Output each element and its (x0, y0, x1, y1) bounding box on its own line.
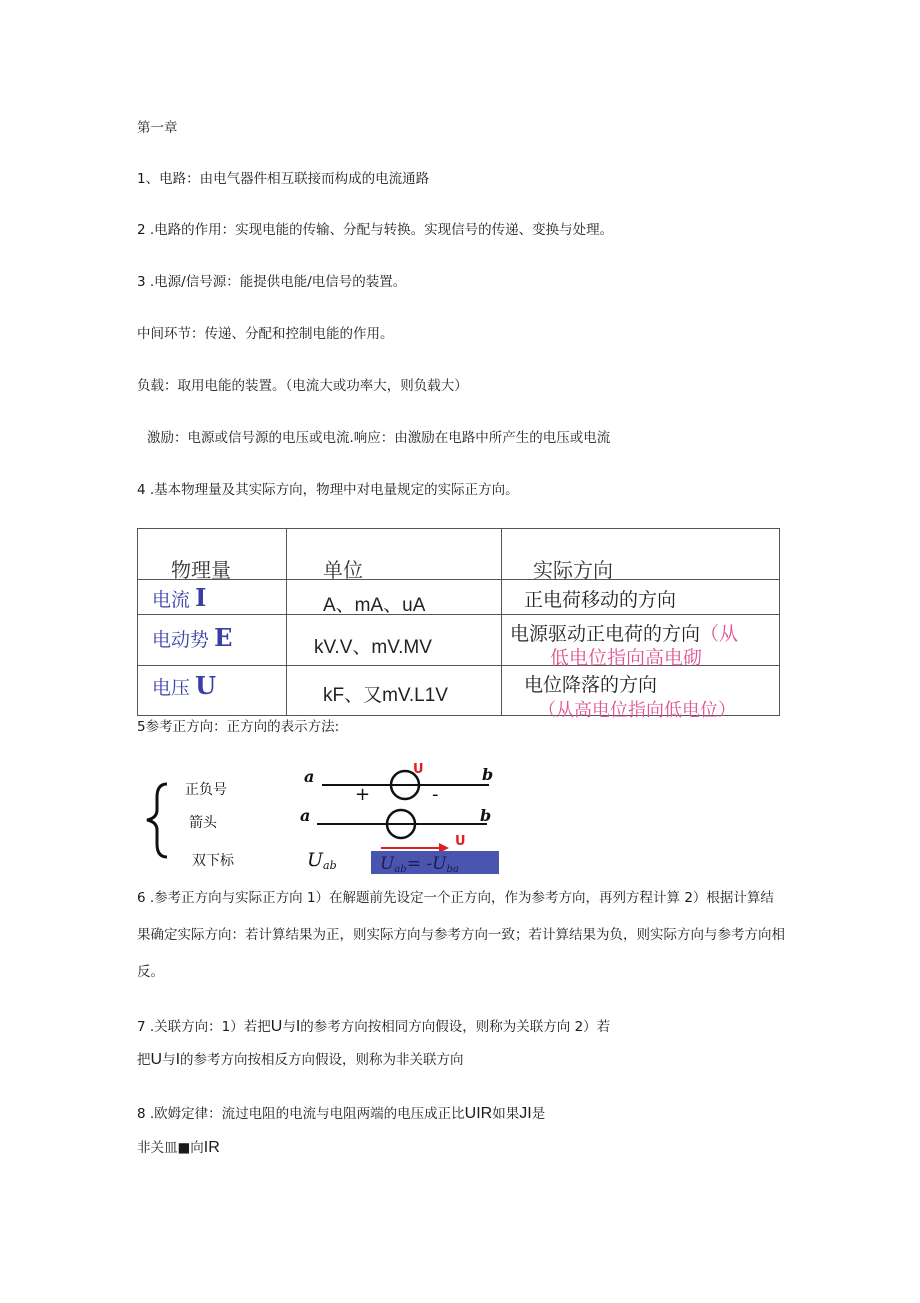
header-direction: 实际方向 (533, 558, 613, 582)
header-quantity: 物理量 (171, 558, 231, 582)
table-row (152, 671, 216, 700)
item-excitation: 激励：电源或信号源的电压或电流.响应：由激励在电路中所产生的电压或电流 (147, 430, 611, 446)
item-8-ohms-law-line2: 非关皿■向IR (137, 1139, 220, 1156)
equation-uab-uba: Uab= -Uba (380, 854, 459, 874)
item-2-function: 2 .电路的作用：实现电能的传输、分配与转换。实现信号的传递、变换与处理。 (137, 222, 614, 238)
row-unit: kF、又mV.L1V (323, 685, 448, 706)
item-7-associated-direction-line1: 7 .关联方向：1）若把U与I的参考方向按相同方向假设，则称为关联方向 2）若 (137, 1018, 611, 1035)
label-sign: 正负号 (185, 782, 227, 798)
table-row (152, 583, 206, 612)
node-a: a (300, 806, 311, 825)
row-direction-text: 电源驱动正电荷的方向 (510, 623, 701, 645)
row-direction: 正电荷移动的方向 (524, 589, 677, 611)
item-8-ohms-law-line1: 8 .欧姆定律：流过电阻的电流与电阻两端的电压成正比UIR如果JI是 (137, 1105, 546, 1122)
row-name: 电流 (152, 589, 191, 611)
label-arrow: 箭头 (189, 815, 217, 831)
node-b: b (480, 806, 492, 825)
plus-sign: + (355, 784, 371, 805)
item-5-reference-direction: 5参考正方向：正方向的表示方法: (137, 719, 340, 735)
item-load: 负载：取用电能的装置。（电流大或功率大，则负载大） (137, 378, 468, 394)
row-unit: A、mA、uA (323, 595, 426, 616)
row-direction (510, 619, 738, 646)
label-u-red: U (413, 762, 424, 777)
row-name: 电压 (152, 677, 191, 699)
item-7-associated-direction-line2: 把U与I的参考方向按相反方向假设，则称为非关联方向 (137, 1051, 464, 1068)
quantities-table (137, 528, 780, 721)
header-unit: 单位 (323, 558, 363, 582)
chapter-title: 第一章 (137, 120, 178, 136)
row-symbol: E (214, 623, 233, 652)
reference-direction-diagram (137, 762, 502, 874)
item-6-reference-vs-actual: 6 .参考正方向与实际正方向 1）在解题前先设定一个正方向，作为参考方向，再列方程计算 2）根据计算结果确定实际方向：若计算结果为正，则实际方向与参考方向一致；若计算结果为负，则实际方向与参考方向相反。 (137, 890, 785, 980)
uab-label: Uab (307, 849, 337, 872)
row-note: （从高电位指向低电位） (538, 700, 736, 721)
row-unit: kV.V、mV.MV (314, 637, 432, 658)
node-b: b (482, 765, 494, 784)
item-3-source: 3 .电源/信号源：能提供电能/电信号的装置。 (137, 274, 407, 290)
row-direction: 电位降落的方向 (524, 674, 658, 696)
label-subscript: 双下标 (192, 853, 234, 869)
item-intermediate: 中间环节：传递、分配和控制电能的作用。 (137, 326, 394, 342)
item-4-quantities: 4 .基本物理量及其实际方向，物理中对电量规定的实际正方向。 (137, 482, 519, 498)
row-symbol: U (195, 671, 217, 700)
row-note: 低电位指向高电砌 (550, 647, 703, 669)
node-a: a (304, 767, 315, 786)
table-row (152, 623, 232, 652)
row-name: 电动势 (152, 629, 210, 651)
minus-sign: - (432, 784, 439, 805)
item-1-circuit: 1、电路：由电气器件相互联接而构成的电流通路 (137, 171, 430, 187)
label-u-red-arrow: U (455, 834, 466, 849)
row-symbol: I (195, 583, 207, 612)
row-note-inline: （从 (700, 623, 739, 645)
